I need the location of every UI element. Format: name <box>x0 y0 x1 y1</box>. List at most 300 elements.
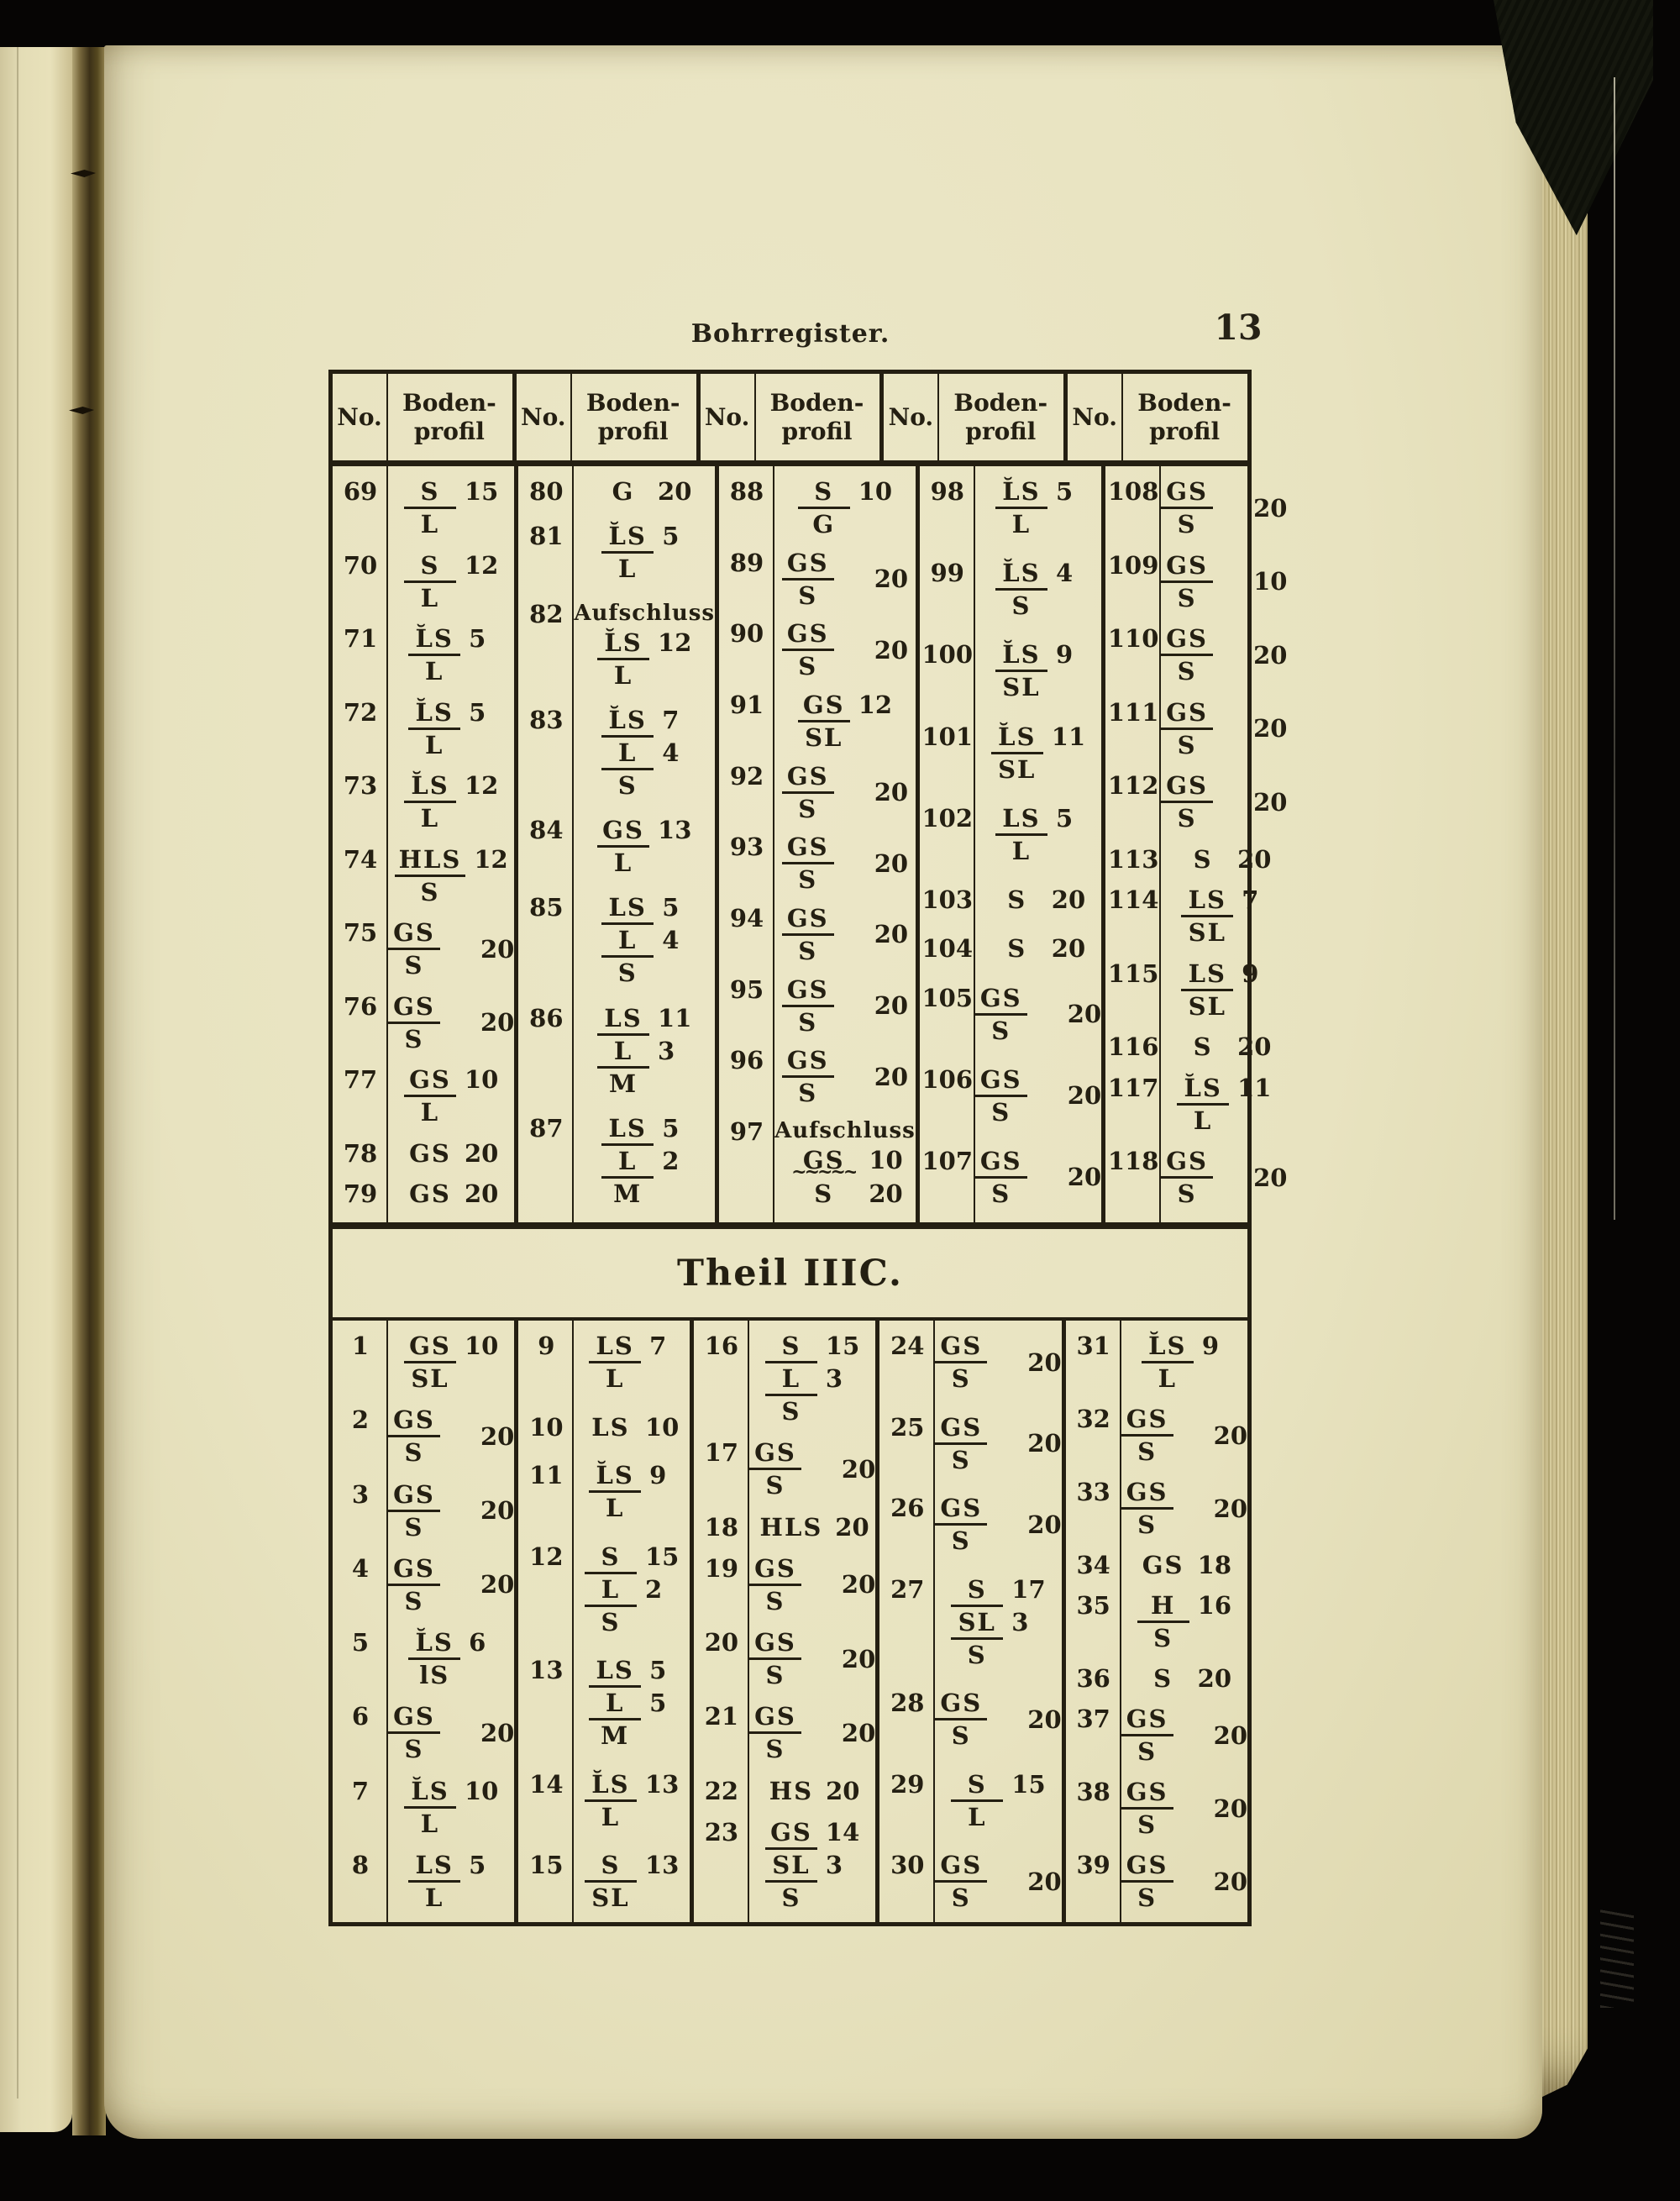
lower-table-body <box>333 1321 1247 1926</box>
profile-term: S <box>1137 1510 1158 1539</box>
profile-depth <box>1213 656 1247 686</box>
profile-term: L <box>601 925 654 958</box>
profile-term: GS <box>782 618 834 651</box>
entry-number: 91 <box>729 690 764 719</box>
profile-stack <box>765 1817 859 1913</box>
register-entry <box>1066 1777 1247 1840</box>
profile-depth: 13 <box>644 1769 680 1799</box>
profile-depth: 20 <box>1197 1664 1231 1693</box>
profile-depth: 5 <box>469 697 486 727</box>
profile-stack <box>765 1776 860 1806</box>
profile-stack-wrap <box>601 1113 687 1209</box>
profile-term: GS <box>935 1412 987 1445</box>
profile-depth <box>1047 591 1081 621</box>
profile-depth: 2 <box>644 1574 663 1604</box>
profile-term: GS <box>935 1850 987 1883</box>
profile-stack-wrap <box>798 476 892 539</box>
entry-profile <box>749 1776 875 1806</box>
profile-term: GS <box>935 1331 987 1363</box>
entry-profile <box>1161 550 1287 613</box>
entry-number: 37 <box>1076 1705 1110 1733</box>
profile-term: GS ~~~~~ <box>787 1145 860 1179</box>
profile-stack <box>1161 770 1247 833</box>
register-entry <box>518 1331 690 1394</box>
entry-profile <box>1121 1704 1247 1767</box>
profile-stack <box>388 917 474 980</box>
profile-stack <box>601 705 687 801</box>
profile-term: GS <box>1161 770 1213 803</box>
profile-term: L̆S <box>991 722 1043 754</box>
register-entry <box>333 1776 514 1839</box>
register-entry <box>518 1003 715 1099</box>
register-entry <box>518 892 715 988</box>
profile-depth <box>801 1553 835 1586</box>
profile-depth <box>1233 917 1267 948</box>
entry-number: 35 <box>1076 1591 1110 1620</box>
profile-depth <box>465 877 507 907</box>
profile-depth <box>817 1883 859 1913</box>
profile-depth <box>654 554 687 584</box>
profile-stack-wrap <box>935 1331 1061 1394</box>
profile-depth <box>637 1883 679 1913</box>
entry-number: 115 <box>1107 959 1159 988</box>
profile-depth <box>1173 1704 1207 1736</box>
profile-term: S <box>404 476 456 509</box>
profile-stack-wrap <box>404 1179 498 1209</box>
profile-depth: 13 <box>658 816 692 845</box>
register-entry <box>518 1769 690 1832</box>
profile-depth-side: 20 <box>1213 1867 1247 1896</box>
bore-register-table <box>328 370 1288 1926</box>
profile-depth <box>1173 1777 1207 1810</box>
profile-stack-wrap <box>749 1553 875 1616</box>
register-entry <box>518 1850 690 1913</box>
profile-term: S <box>1137 1883 1158 1912</box>
section-title: Theil IIIC. <box>676 1252 904 1295</box>
entry-number: 16 <box>704 1332 739 1360</box>
profile-depth: 9 <box>1055 640 1074 670</box>
profile-term: S <box>765 1331 817 1363</box>
entry-number: 100 <box>921 640 974 670</box>
profile-depth-side: 20 <box>1253 1163 1288 1192</box>
entry-profile <box>388 550 514 613</box>
profile-depth <box>1173 1510 1207 1540</box>
entry-profile <box>749 1701 875 1764</box>
profile-depth <box>460 1883 494 1913</box>
profile-stack <box>388 1553 474 1616</box>
entry-number: 3 <box>351 1479 370 1509</box>
profile-term: M <box>601 1721 630 1750</box>
profile-depth-side: 20 <box>1027 1347 1062 1377</box>
profile-term: S <box>814 1179 834 1208</box>
profile-stack-wrap <box>935 1493 1061 1556</box>
profile-depth: 20 <box>1237 844 1272 874</box>
profile-depth <box>987 1850 1021 1883</box>
profile-depth: 10 <box>465 1065 499 1094</box>
profile-term: S <box>1177 583 1197 612</box>
profile-term: L <box>597 1036 649 1069</box>
entry-number: 17 <box>704 1438 739 1468</box>
entry-profile <box>749 1331 875 1426</box>
register-entry <box>1105 844 1287 875</box>
profile-depth: 5 <box>1055 803 1074 833</box>
facing-page-edge <box>0 47 72 2132</box>
profile-depth <box>834 903 868 936</box>
profile-depth: 7 <box>662 705 680 734</box>
stitch-mark <box>71 170 96 177</box>
profile-stack <box>991 722 1085 785</box>
profile-stack-wrap <box>798 690 892 753</box>
profile-depth <box>1173 1736 1207 1767</box>
profile-term: S <box>1011 591 1032 621</box>
column-group <box>333 1321 518 1926</box>
profile-depth: 20 <box>465 1138 499 1168</box>
profile-stack-wrap <box>589 1460 675 1523</box>
entry-profile <box>749 1817 875 1913</box>
entry-profile <box>975 639 1101 702</box>
register-entry <box>879 1850 1061 1913</box>
profile-stack-wrap <box>597 476 691 507</box>
profile-stack-wrap <box>1137 1663 1231 1694</box>
entry-profile <box>1121 1477 1247 1540</box>
profile-term: LS <box>995 803 1047 836</box>
profile-stack-wrap <box>404 770 498 833</box>
entry-number: 2 <box>351 1405 370 1435</box>
profile-depth <box>987 1883 1021 1913</box>
register-entry <box>879 1688 1061 1751</box>
entry-profile <box>574 892 715 988</box>
profile-depth: 5 <box>649 1656 667 1684</box>
profile-term: GS <box>388 1701 440 1734</box>
profile-depth <box>440 1586 474 1616</box>
register-entry <box>694 1776 875 1806</box>
profile-depth <box>649 848 691 878</box>
register-entry <box>518 599 715 691</box>
entry-profile <box>774 690 916 753</box>
entry-number: 1 <box>351 1332 370 1360</box>
profile-term: SL <box>591 1883 630 1912</box>
register-entry <box>333 1405 514 1468</box>
entry-number: 70 <box>343 550 378 580</box>
profile-depth-side: 20 <box>874 778 909 807</box>
entry-number: 95 <box>729 974 764 1004</box>
column-group <box>719 466 920 1222</box>
no-column-divider <box>570 374 572 460</box>
profile-term: L <box>420 510 440 538</box>
profile-term: GS <box>409 1179 451 1208</box>
profile-depth-side: 20 <box>1213 1794 1247 1823</box>
entry-profile <box>774 618 916 681</box>
profile-term: GS <box>1161 550 1213 583</box>
profile-stack-wrap <box>1177 1073 1271 1136</box>
profile-term: SL <box>1188 918 1226 947</box>
entry-profile <box>388 697 514 760</box>
entry-profile <box>574 1113 715 1209</box>
profile-term: S <box>1153 1624 1173 1652</box>
no-column-divider <box>937 374 939 460</box>
profil-header-line: profil <box>413 417 485 445</box>
entry-number: 13 <box>529 1656 564 1684</box>
register-entry <box>920 885 1101 915</box>
profile-term: S <box>1177 804 1197 833</box>
profile-depth-side: 20 <box>480 934 515 964</box>
no-column-divider <box>572 466 574 1222</box>
register-entry <box>920 558 1101 621</box>
profile-stack <box>589 1655 675 1751</box>
profile-term: GS <box>388 1405 440 1437</box>
profile-term: L̆S <box>995 639 1047 672</box>
profile-stack <box>749 1553 835 1616</box>
register-entry <box>920 476 1101 539</box>
entry-profile <box>388 770 514 833</box>
profile-depth <box>440 1437 474 1468</box>
profile-stack <box>1181 885 1267 948</box>
profile-depth <box>801 1734 835 1764</box>
entry-number: 71 <box>343 624 378 653</box>
profile-depth: 12 <box>465 550 499 580</box>
entry-profile <box>975 476 1101 539</box>
entry-profile <box>935 1688 1061 1751</box>
profile-depth-side: 20 <box>1027 1867 1062 1896</box>
profile-depth <box>1173 1850 1207 1883</box>
register-entry <box>719 690 916 753</box>
profile-stack <box>1137 1550 1231 1580</box>
column-group <box>694 1321 879 1926</box>
profile-term: SL <box>765 1850 817 1883</box>
profile-term: H <box>1137 1590 1189 1623</box>
entry-profile <box>935 1850 1061 1913</box>
profile-depth-side: 10 <box>1253 567 1288 596</box>
entry-profile <box>774 548 916 611</box>
profile-term: S <box>781 1397 801 1426</box>
profile-depth-side: 20 <box>874 991 909 1021</box>
profile-stack-wrap <box>1121 1777 1247 1840</box>
no-column-header: No. <box>1072 403 1117 431</box>
profile-depth: 7 <box>649 1332 667 1360</box>
profile-term: S <box>1153 1664 1173 1693</box>
profile-stack <box>787 1145 903 1209</box>
entry-number: 7 <box>351 1776 370 1805</box>
profile-stack-wrap <box>388 1553 514 1616</box>
profile-depth: 10 <box>869 1145 903 1174</box>
entry-number: 36 <box>1076 1664 1110 1693</box>
profile-depth: 15 <box>465 477 499 506</box>
entry-number: 111 <box>1107 697 1159 727</box>
register-entry <box>1105 770 1287 833</box>
profile-stack-wrap <box>1177 1032 1271 1062</box>
profile-note: Aufschluss <box>574 600 716 626</box>
entry-number: 79 <box>343 1179 378 1208</box>
page-edges <box>1542 81 1588 2097</box>
profile-stack-wrap <box>765 1776 860 1806</box>
no-column-divider <box>572 1321 574 1926</box>
profile-depth <box>850 509 892 539</box>
profile-stack <box>1181 959 1267 1022</box>
entry-profile <box>749 1512 875 1542</box>
profile-term: GS <box>782 832 834 864</box>
profile-depth <box>1173 1437 1207 1467</box>
profile-depth: 15 <box>825 1332 860 1360</box>
profile-stack-wrap <box>935 1688 1061 1751</box>
register-entry <box>694 1627 875 1690</box>
entry-number: 22 <box>704 1776 739 1805</box>
profile-term: GS <box>1121 1704 1173 1736</box>
profile-term: L <box>601 738 654 770</box>
profile-term: LS <box>1181 959 1233 991</box>
profile-stack <box>388 1701 474 1764</box>
entry-number: 32 <box>1076 1405 1110 1433</box>
entry-profile <box>935 1331 1061 1394</box>
profile-term: S <box>1177 730 1197 759</box>
profile-term: L <box>589 1688 641 1720</box>
entry-number: 114 <box>1107 885 1159 914</box>
entry-profile <box>975 933 1101 964</box>
profile-term: S <box>1137 1810 1158 1839</box>
entry-profile <box>774 1116 916 1209</box>
profile-stack-wrap <box>1161 476 1287 539</box>
profile-stack-wrap <box>756 1512 869 1542</box>
profile-stack <box>1142 1331 1227 1394</box>
entry-number: 39 <box>1076 1851 1110 1879</box>
profile-term: GS <box>1121 1477 1173 1510</box>
profile-term: S <box>781 1883 801 1912</box>
profile-stack-wrap <box>991 722 1085 785</box>
entry-number: 113 <box>1107 844 1159 874</box>
profile-depth-side: 20 <box>874 635 909 665</box>
profile-term: LS <box>589 1655 641 1688</box>
register-entry <box>1066 1590 1247 1653</box>
profile-stack-wrap <box>408 1850 494 1913</box>
profile-term: S <box>798 1079 818 1108</box>
profile-depth <box>834 618 868 651</box>
profile-depth <box>834 761 868 794</box>
profile-term: L̆S <box>404 1776 456 1809</box>
entry-profile <box>574 476 715 507</box>
profile-term: HS <box>769 1776 814 1805</box>
profile-stack <box>404 550 498 613</box>
profile-stack-wrap <box>765 1817 859 1913</box>
profile-depth <box>456 1809 498 1839</box>
profile-stack-wrap <box>601 521 687 584</box>
entry-profile <box>1161 476 1287 539</box>
profile-depth <box>834 974 868 1007</box>
profile-stack-wrap <box>1161 1146 1287 1209</box>
profile-term: HLS <box>395 844 466 877</box>
profile-stack <box>782 761 868 824</box>
profile-depth <box>987 1688 1021 1720</box>
entry-profile <box>1121 1331 1247 1394</box>
profile-depth: 20 <box>1051 934 1086 964</box>
profile-stack-wrap <box>585 1769 679 1832</box>
profile-depth: 12 <box>658 628 692 657</box>
entry-profile <box>388 1479 514 1542</box>
profile-depth: 10 <box>858 477 893 506</box>
profile-stack <box>935 1850 1021 1913</box>
profile-depth <box>440 1479 474 1512</box>
profile-stack <box>975 1146 1061 1209</box>
profile-term: S <box>991 1016 1011 1045</box>
profile-depth <box>1173 1404 1207 1437</box>
profile-depth <box>1213 509 1247 539</box>
profile-depth <box>1027 983 1061 1016</box>
entry-profile <box>774 974 916 1037</box>
register-entry <box>694 1331 875 1426</box>
profile-stack-wrap <box>589 1655 675 1751</box>
profile-term: S <box>991 1179 1011 1208</box>
profile-depth <box>1213 623 1247 656</box>
profile-depth <box>1027 1097 1061 1127</box>
profile-term: L <box>585 1574 637 1607</box>
profil-header-line: Boden- <box>1137 388 1231 417</box>
no-column-divider <box>933 1321 935 1926</box>
no-column-header: No. <box>888 403 934 431</box>
entry-profile <box>1121 1550 1247 1580</box>
profile-stack <box>935 1412 1021 1475</box>
profile-stack <box>601 521 687 584</box>
profile-depth <box>1213 476 1247 509</box>
profile-term: S <box>798 476 850 509</box>
profile-stack-wrap <box>935 1412 1061 1475</box>
profile-term: GS <box>404 1064 456 1097</box>
register-entry <box>879 1769 1061 1832</box>
entry-profile <box>975 803 1101 866</box>
register-entry <box>333 1479 514 1542</box>
profil-header-line: Boden- <box>402 388 496 417</box>
register-entry <box>694 1512 875 1542</box>
profile-depth <box>1047 509 1081 539</box>
no-column-header: No. <box>337 403 382 431</box>
entry-number: 21 <box>704 1702 739 1731</box>
entry-profile <box>1161 623 1287 686</box>
profile-stack-wrap <box>1137 1590 1231 1653</box>
register-entry <box>719 832 916 895</box>
profile-stack-wrap <box>975 983 1101 1046</box>
profile-stack <box>782 1045 868 1108</box>
profile-term: L̆S <box>601 521 654 554</box>
profile-stack-wrap <box>1137 1550 1231 1580</box>
profile-stack <box>995 639 1081 702</box>
profile-stack <box>404 770 498 833</box>
no-column-divider <box>386 466 388 1222</box>
profile-depth <box>1027 1146 1061 1179</box>
profile-term: GS <box>1121 1850 1173 1883</box>
profile-stack <box>408 1850 494 1913</box>
entry-profile <box>935 1493 1061 1556</box>
profile-stack-wrap <box>404 1776 498 1839</box>
register-entry <box>333 476 514 539</box>
profile-depth <box>1213 770 1247 803</box>
register-entry <box>879 1412 1061 1475</box>
profile-depth <box>440 1734 474 1764</box>
profile-term: GS <box>749 1627 801 1660</box>
header-column-group <box>884 374 1068 460</box>
profile-depth: 4 <box>1055 559 1074 588</box>
profile-depth <box>440 1701 474 1734</box>
profile-term: L <box>1011 510 1032 538</box>
profile-term: S <box>585 1542 637 1574</box>
profile-stack-wrap <box>991 933 1085 964</box>
profile-depth: 12 <box>465 771 499 800</box>
profile-stack-wrap <box>787 1145 903 1209</box>
profile-term: LS <box>1181 885 1233 917</box>
profile-stack <box>388 991 474 1054</box>
entry-number: 93 <box>729 833 764 862</box>
profile-term: GS <box>975 1146 1027 1179</box>
register-entry <box>333 1553 514 1616</box>
register-entry <box>719 974 916 1037</box>
profile-stack <box>404 1331 498 1394</box>
entry-profile <box>935 1574 1061 1670</box>
